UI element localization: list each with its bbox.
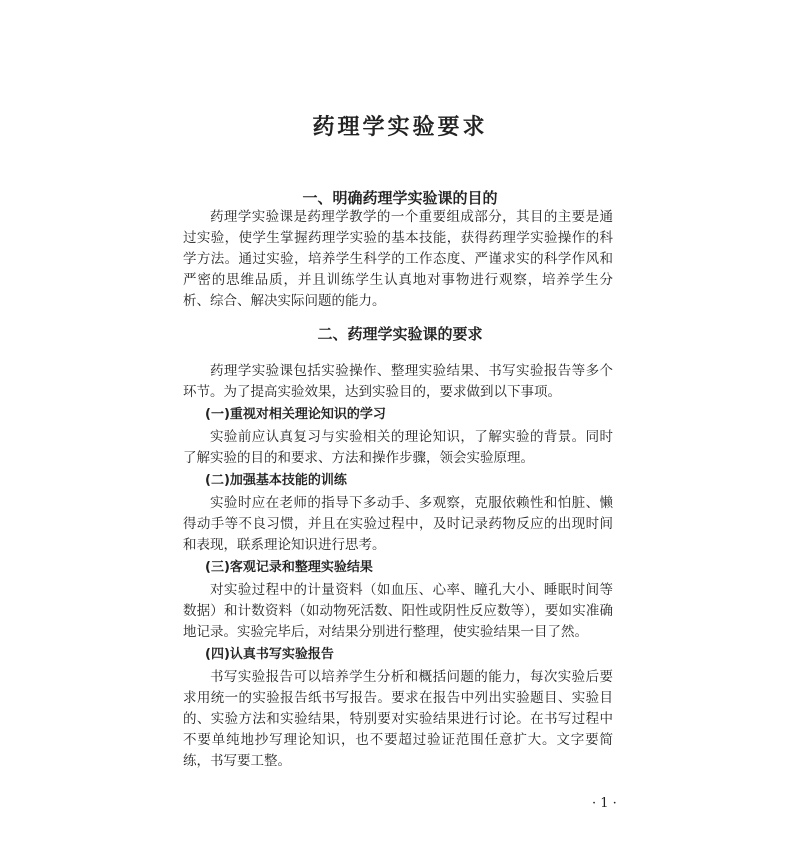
paragraph-text: 药理学实验课是药理学教学的一个重要组成部分，其目的主要是通过实验，使学生掌握药理学实验的基本技能，获得药理学实验操作的科学方法。通过实验，培养学生科学的工作态度、严谨求实的科学作风和严密的思维品质，并且训练学生认真地对事物进行观察，培养学生分析、综合、解决实际问题的能力。 (183, 209, 613, 309)
subsection-3-paragraph (183, 580, 613, 643)
section-1-paragraph (183, 207, 613, 312)
paragraph-text: 药理学实验课包括实验操作、整理实验结果、书写实验报告等多个环节。为了提高实验效果，达到实验目的，要求做到以下事项。 (183, 363, 613, 400)
subsection-1-heading: (一)重视对相关理论知识的学习 (205, 407, 386, 422)
subsection-2-heading: (二)加强基本技能的训练 (205, 473, 347, 488)
paragraph-text: 实验前应认真复习与实验相关的理论知识，了解实验的背景。同时了解实验的目的和要求、方法和操作步骤，领会实验原理。 (183, 429, 613, 466)
subsection-3-heading: (三)客观记录和整理实验结果 (205, 560, 373, 575)
paragraph-text: 对实验过程中的计量资料（如血压、心率、瞳孔大小、睡眠时间等数据）和计数资料（如动物死活数、阳性或阴性反应数等），要如实准确地记录。实验完毕后，对结果分别进行整理，使实验结果一目了然。 (183, 582, 613, 640)
paragraph-text: 实验时应在老师的指导下多动手、多观察，克服依赖性和怕脏、懒得动手等不良习惯，并且在实验过程中，及时记录药物反应的出现时间和表现，联系理论知识进行思考。 (183, 495, 613, 553)
section-1-heading: 一、明确药理学实验课的目的 (302, 189, 498, 207)
subsection-4-heading: (四)认真书写实验报告 (205, 647, 334, 662)
subsection-4-paragraph (183, 667, 613, 772)
subsection-2-paragraph (183, 493, 613, 556)
section-2-heading: 二、药理学实验课的要求 (317, 325, 483, 343)
page-title: 药理学实验要求 (312, 114, 488, 140)
page-number: · 1 · (592, 796, 617, 811)
section-2-paragraph (183, 361, 613, 403)
paragraph-text: 书写实验报告可以培养学生分析和概括问题的能力，每次实验后要求用统一的实验报告纸书写报告。要求在报告中列出实验题目、实验目的、实验方法和实验结果，特别要对实验结果进行讨论。在书写过程中不要单纯地抄写理论知识，也不要超过验证范围任意扩大。文字要简练，书写要工整。 (183, 669, 613, 769)
subsection-1-paragraph (183, 427, 613, 469)
